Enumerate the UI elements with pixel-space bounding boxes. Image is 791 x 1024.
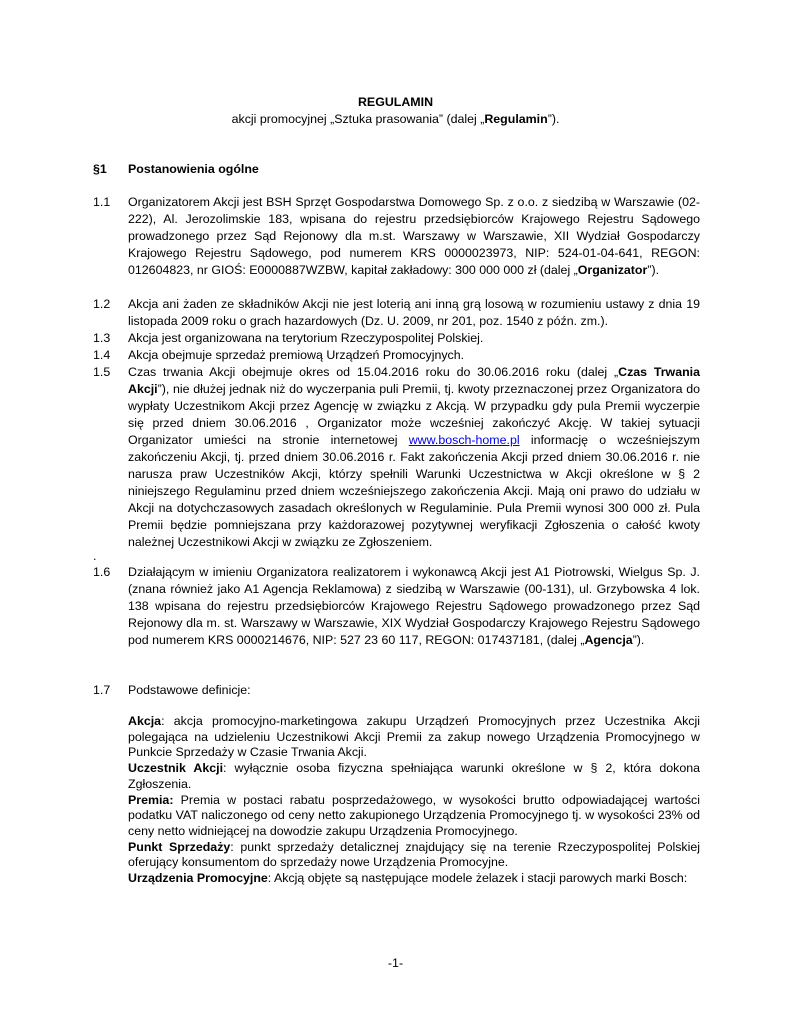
subtitle-end: ”). <box>547 112 560 126</box>
paragraph-text-end: informację o wcześniejszym zakończeniu Akcji, tj. przed dniem 30.06.2016 r. Fakt zakończenia Akcji przed dniem 30.06.2016 r. nie narusza praw Uczestników Akcji, którzy spełnili Warunki Uczestnictwa w Akcji określone w § 2 niniejszego Regulaminu przed dniem wcześniejszego zakończenia Akcji. Mają oni prawo do udziału w Akcji na dotychczasowych zasadach określonych w Regulaminie. Pula Premii wynosi 300 000 zł. Pula Premii będzie pomniejszana przy każdorazowej pozytywnej weryfikacji Zgłoszenia o całość kwoty należnej Uczestnikowi Akcji w związku ze Zgłoszeniem. <box>128 433 701 549</box>
paragraph-number: 1.7 <box>93 683 111 697</box>
paragraph-text-cont: ”), nie dłużej jednak niż do wyczerpania puli Premii, tj. kwoty przeznaczonej przez Organizatora do wypłaty Uczestnikom Akcji przez Agencję w związku z Akcją. W przypadku gdy pula Premii wyczerpie się przed dniem 30.06.2016 , Organizator może wcześniej zakończyć Akcję. W takiej sytuacji Organizator umieści na stronie internetowej <box>128 382 700 447</box>
paragraph-text: Akcja jest organizowana na terytorium Rzeczypospolitej Polskiej. <box>128 331 484 345</box>
definition-akcja <box>128 714 700 761</box>
section-heading <box>93 161 259 177</box>
paragraph-1-2 <box>93 296 700 330</box>
subtitle-bold: Regulamin <box>484 112 548 126</box>
definition-text: Akcją objęte są następujące modele żelazek i stacji parowych marki Bosch: <box>274 871 688 886</box>
paragraph-text: Działającym w imieniu Organizatora realizatorem i wykonawcą Akcji jest A1 Piotrowski, Wielgus Sp. J. (znana również jako A1 Agencja Reklamowa) z siedzibą w Warszawie (00-131), ul. Grzybowska 4 lok. 138 wpisana do rejestru przedsiębiorców Krajowego Rejestru Sądowego prowadzonego przez Sąd Rejonowy dla m. st. Warszawy w Warszawie, XIX Wydział Gospodarczy Krajowego Rejestru Sądowego pod numerem KRS 0000214676, NIP: 527 23 60 117, REGON: 017437181, (dalej „ <box>128 565 700 647</box>
paragraph-1-7 <box>93 682 700 699</box>
definition-text: akcja promocyjno-marketingowa zakupu Urządzeń Promocyjnych przez Uczestnika Akcji polegająca na udzieleniu Uczestnikowi Akcji Premii za zakup nowego Urządzenia Promocyjnego w Punkcie Sprzedaży w Czasie Trwania Akcji. <box>128 714 700 760</box>
definition-term: Punkt Sprzedaży <box>128 839 231 854</box>
definition-term: Premia: <box>128 792 174 807</box>
paragraph-bold: Organizator <box>577 263 648 277</box>
paragraph-number: 1.4 <box>93 348 111 362</box>
definition-uczestnik <box>128 761 700 792</box>
definition-separator: : <box>161 714 174 728</box>
paragraph-bold: Agencja <box>584 633 633 647</box>
definition-premia <box>128 793 700 840</box>
definition-term: Akcja <box>128 714 162 728</box>
definition-text: punkt sprzedaży detalicznej znajdujący się na terenie Rzeczypospolitej Polskiej oferujący konsumentom do sprzedaży nowe Urządzenia Promocyjne. <box>128 839 701 870</box>
paragraph-text: Organizatorem Akcji jest BSH Sprzęt Gospodarstwa Domowego Sp. z o.o. z siedzibą w Warszawie (02-222), Al. Jerozolimskie 183, wpisana do rejestru przedsiębiorców Krajowego Rejestru Sądowego prowadzonego przez Sąd Rejonowy dla m.st. Warszawy w Warszawie, XII Wydział Gospodarczy Krajowego Rejestru Sądowego, pod numerem KRS 0000023973, NIP: 524-01-04-641, REGON: 012604823, nr GIOŚ: E0000887WZBW, kapitał zakładowy: 300 000 000 zł (dalej „ <box>128 195 700 277</box>
paragraph-end: ”). <box>632 633 645 647</box>
definition-punkt-sprzedazy <box>128 840 700 871</box>
paragraph-1-4 <box>93 347 700 364</box>
paragraph-number: 1.5 <box>93 365 111 379</box>
definition-separator <box>173 793 180 807</box>
section-number: §1 <box>93 162 107 176</box>
definition-separator: : <box>230 839 241 854</box>
website-link[interactable]: www.bosch-home.pl <box>408 433 520 447</box>
paragraph-1-3 <box>93 330 700 347</box>
definitions-list <box>128 714 700 887</box>
definition-term: Uczestnik Akcji <box>128 761 224 776</box>
paragraph-text: Akcja ani żaden ze składników Akcji nie jest loterią ani inną grą losową w rozumieniu ustawy z dnia 19 listopada 2009 roku o grach hazardowych (Dz. U. 2009, nr 201, poz. 1540 z późn. zm.). <box>128 297 700 328</box>
definition-text: wyłącznie osoba fizyczna spełniająca warunki określone w § 2, która dokona Zgłoszenia. <box>128 761 700 791</box>
paragraph-bold: Czas Trwania Akcji <box>128 365 700 396</box>
paragraph-end: ”). <box>647 263 660 277</box>
section-title: Postanowienia ogólne <box>128 162 259 176</box>
paragraph-number: 1.3 <box>93 331 111 345</box>
paragraph-text: Podstawowe definicje: <box>128 683 251 697</box>
definition-urzadzenia <box>128 871 700 887</box>
paragraph-1-1 <box>93 194 700 279</box>
paragraph-number: 1.6 <box>93 565 111 579</box>
definition-separator: : <box>223 761 235 776</box>
paragraph-number: 1.1 <box>93 195 111 209</box>
definition-term: Urządzenia Promocyjne <box>128 871 268 886</box>
stray-dot: . <box>93 549 97 563</box>
document-subtitle <box>0 111 791 127</box>
paragraph-1-6 <box>93 564 700 649</box>
paragraph-text: Akcja obejmuje sprzedaż premiową Urządzeń Promocyjnych. <box>128 348 465 362</box>
page-number: -1- <box>387 956 404 970</box>
paragraph-1-5 <box>93 364 700 551</box>
definition-text: Premia w postaci rabatu posprzedażowego, w wysokości brutto odpowiadającej wartości podatku VAT naliczonego od ceny netto zakupionego Urządzenia Promocyjnego tj. w wysokości 23% od ceny netto widniejącej na dowodzie zakupu Urządzenia Promocyjnego. <box>128 792 700 838</box>
subtitle-text: akcji promocyjnej „Sztuka prasowania” (dalej „ <box>231 112 485 126</box>
document-title: REGULAMIN <box>357 95 434 109</box>
paragraph-number: 1.2 <box>93 297 111 311</box>
definition-separator: : <box>267 871 274 886</box>
paragraph-text: Czas trwania Akcji obejmuje okres od 15.04.2016 roku do 30.06.2016 roku (dalej „ <box>128 365 619 379</box>
